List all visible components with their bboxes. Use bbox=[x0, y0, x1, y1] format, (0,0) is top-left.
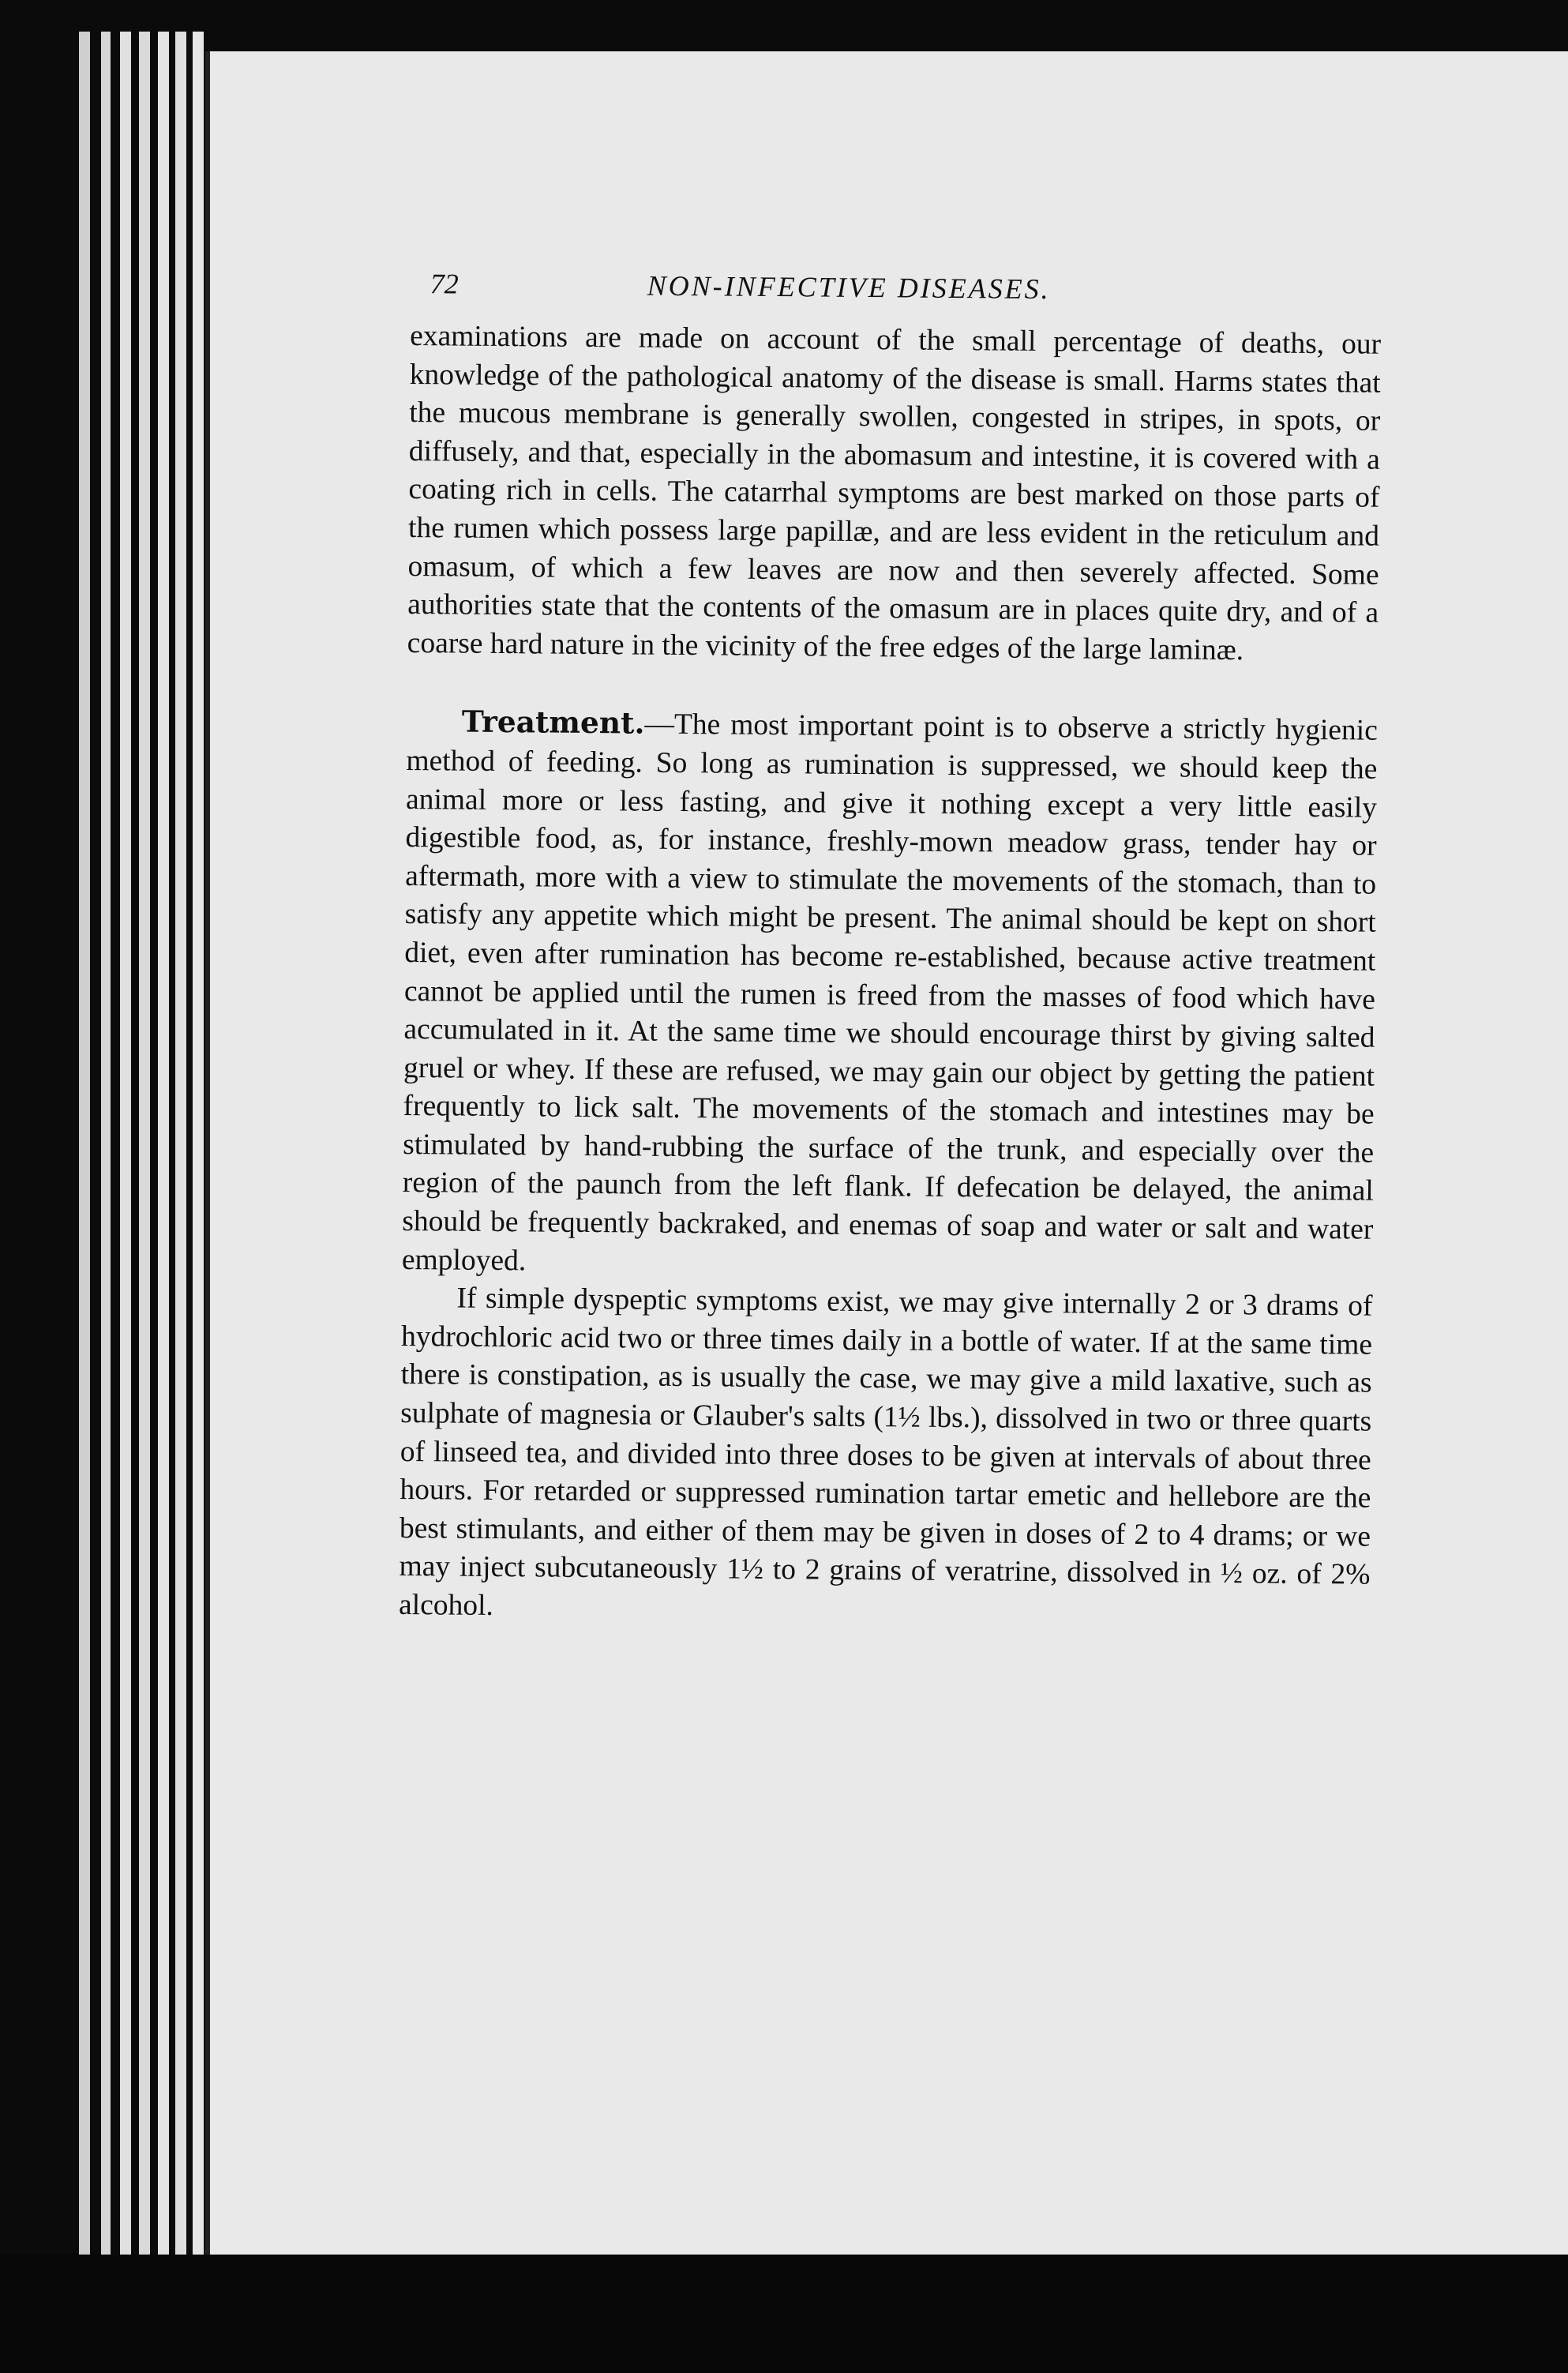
treatment-heading: Treatment. bbox=[461, 704, 645, 741]
book-edge bbox=[101, 32, 111, 2255]
book-edge bbox=[120, 32, 131, 2255]
book-edge bbox=[193, 32, 204, 2255]
paragraph-pathology: examinations are made on account of the small percentage of deaths, our knowledge of the pathological anatomy of the disease is small. Harms states that the mucous membrane is generally swollen, congested in stripes, in spots, or diffusely, and that, especially in the abomasum and intestine, it is covered with a coating rich in cells. The catarrhal symptoms are best marked on those parts of the rumen which possess large papillæ, and are less evident in the reticulum and omasum, of which a few leaves are now and then severely affected. Some authorities state that the contents of the omasum are in places quite dry, and of a coarse hard nature in the vicinity of the free edges of the large laminæ. bbox=[407, 319, 1382, 666]
text-block bbox=[399, 261, 1382, 1633]
page-number: 72 bbox=[430, 268, 459, 300]
book-edge bbox=[79, 32, 90, 2255]
paragraph-dosage: If simple dyspeptic symptoms exist, we may give internally 2 or 3 drams of hydrochloric acid two or three times daily in a bottle of water. If at the same time there is constipation, as is usually the case, we may give a mild laxative, such as sulphate of magnesia or Glauber's salts (1½ lbs.), dissolved in two or three quarts of linseed tea, and divided into three doses to be given at intervals of about three hours. For retarded or suppressed rumination tartar emetic and hellebore are the best stimulants, and either of them may be given in doses of 2 to 4 drams; or we may inject subcutaneously 1½ to 2 grains of veratrine, dissolved in ½ oz. of 2% alcohol. bbox=[398, 1282, 1373, 1622]
running-head bbox=[410, 261, 1381, 317]
book-edge bbox=[158, 32, 169, 2255]
paragraph-treatment bbox=[402, 702, 1378, 1288]
book-edge bbox=[139, 32, 150, 2255]
scan-bottom-border bbox=[0, 2255, 1568, 2373]
treatment-text: —The most important point is to observe a strictly hygienic method of feeding. So long as rumination is suppressed, we should keep the animal more or less fasting, and give it nothing except a very little easily digestible food, as, for instance, freshly-mown meadow grass, tender hay or aftermath, more with a view to stimulate the movements of the stomach, than to satisfy any appetite which might be present. The animal should be kept on short diet, even after rumination has become re-established, because active treatment cannot be applied until the rumen is freed from the masses of food which have accumulated in it. At the same time we should encourage thirst by giving salted gruel or whey. If these are refused, we may gain our object by getting the patient frequently to lick salt. The movements of the stomach and intestines may be stimulated by hand-rubbing the surface of the trunk, and especially over the region of the paunch from the left flank. If defecation be delayed, the animal should be frequently backraked, and enemas of soap and water or salt and water employed. bbox=[401, 708, 1379, 1277]
header-title: NON-INFECTIVE DISEASES. bbox=[647, 269, 1051, 306]
book-edge bbox=[175, 32, 186, 2255]
